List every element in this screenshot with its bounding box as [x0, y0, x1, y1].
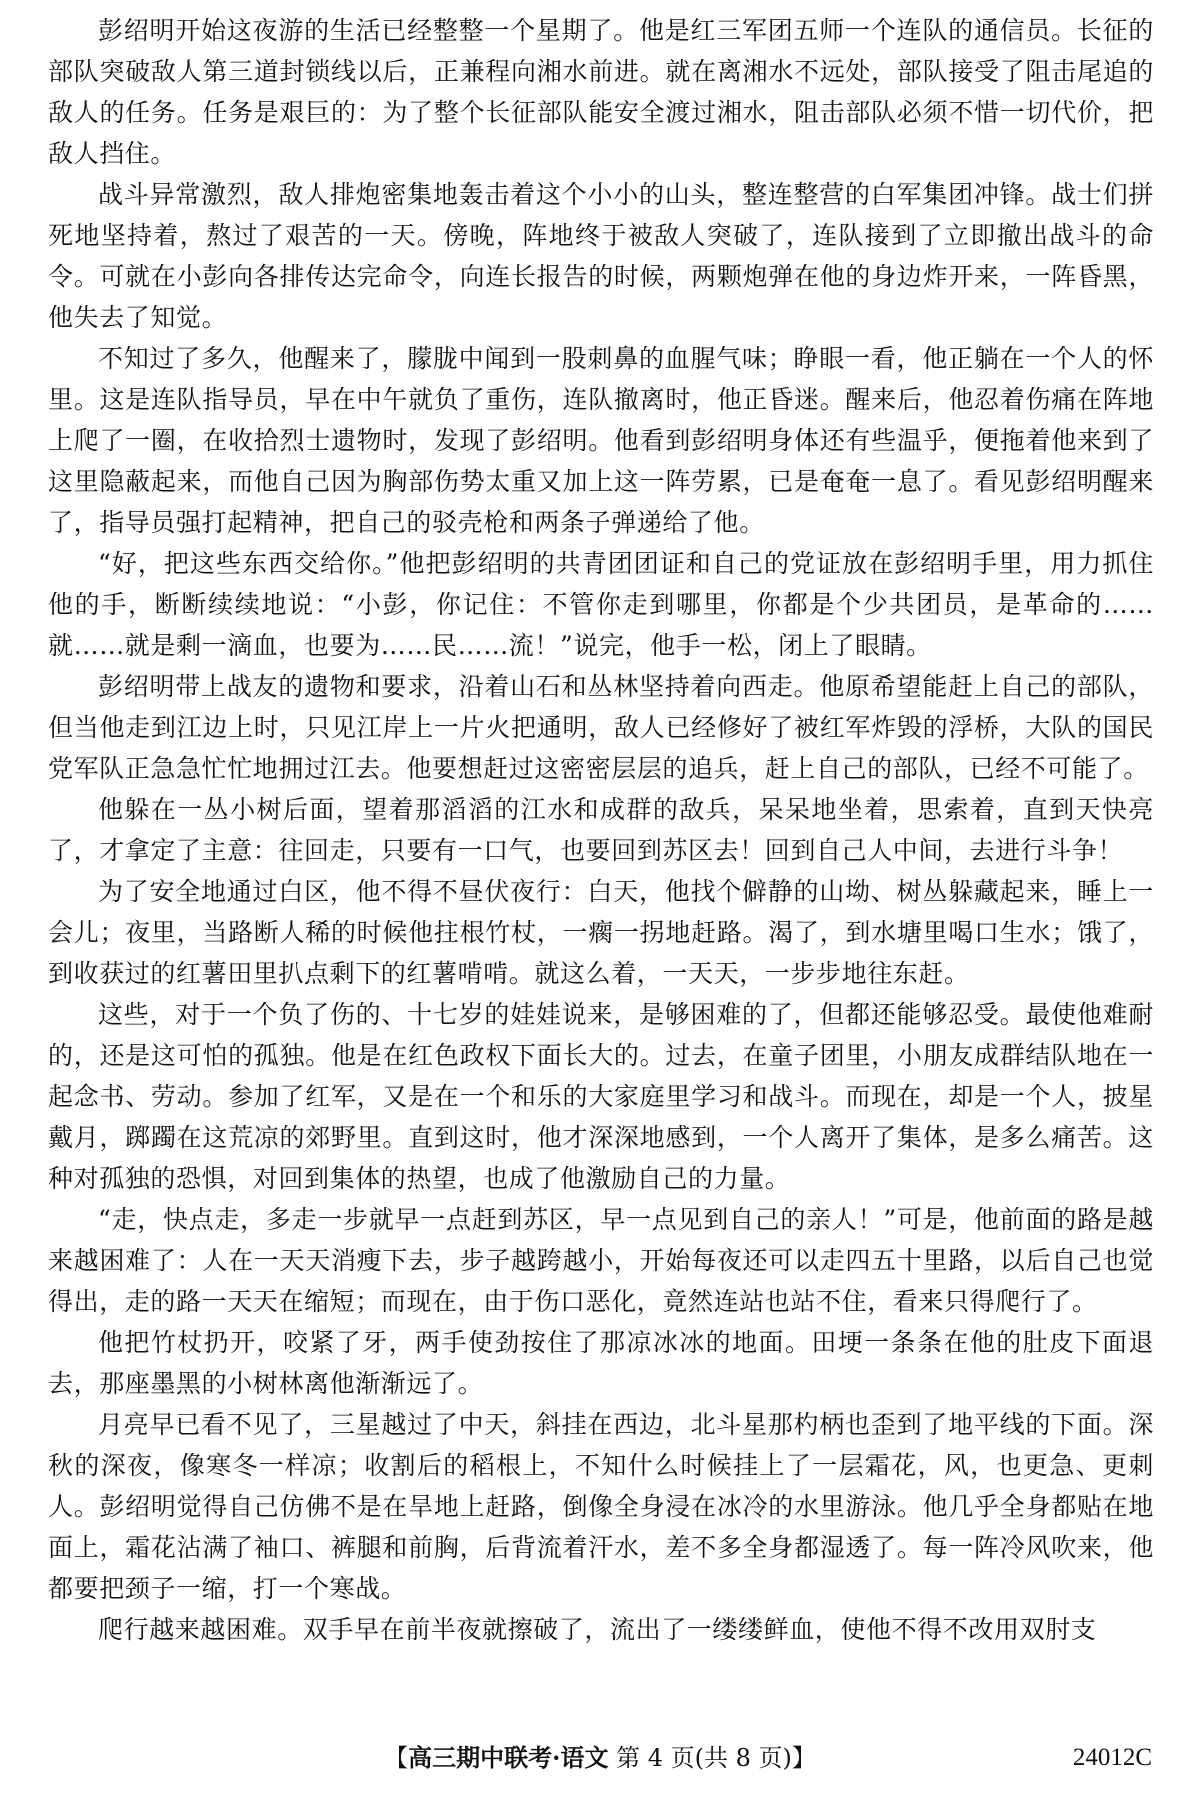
paragraph-1: 彭绍明开始这夜游的生活已经整整一个星期了。他是红三军团五师一个连队的通信员。长征的部队突破敌人第三道封锁线以后，正兼程向湘水前进。就在离湘水不远处，部队接受了阻击尾追的敌人的任务。任务是艰巨的：为了整个长征部队能安全渡过湘水，阻击部队必须不惜一切代价，把敌人挡住。 — [48, 16, 1154, 168]
paragraph-11: 月亮早已看不见了，三星越过了中天，斜挂在西边，北斗星那杓柄也歪到了地平线的下面。深秋的深夜，像寒冬一样凉；收割后的稻根上，不知什么时候挂上了一层霜花，风，也更急、更刺人。彭绍明觉得自己仿佛不是在旱地上赶路，倒像全身浸在冰冷的水里游泳。他几乎全身都贴在地面上，霜花沾满了袖口、裤腿和前胸，后背流着汗水，差不多全身都湿透了。每一阵冷风吹来，他都要把颈子一缩，打一个寒战。 — [48, 1410, 1154, 1603]
article-body — [48, 10, 1154, 1650]
paragraph-12: 爬行越来越困难。双手早在前半夜就擦破了，流出了一缕缕鲜血，使他不得不改用双肘支 — [98, 1615, 1097, 1644]
footer-bracket-close: 】 — [791, 1744, 816, 1772]
paragraph-10: 他把竹杖扔开，咬紧了牙，两手使劲按住了那凉冰冰的地面。田埂一条条在他的肚皮下面退去，那座墨黑的小树林离他渐渐远了。 — [48, 1328, 1154, 1398]
footer-dot: · — [552, 1743, 561, 1772]
footer-exam-code: 24012C — [1072, 1744, 1152, 1771]
footer-subject: 语文 — [560, 1743, 609, 1772]
paragraph-2: 战斗异常激烈，敌人排炮密集地轰击着这个小小的山头，整连整营的白军集团冲锋。战士们拼死地坚持着，熬过了艰苦的一天。傍晚，阵地终于被敌人突破了，连队接到了立即撤出战斗的命令。可就在小彭向各排传达完命令，向连长报告的时候，两颗炮弹在他的身边炸开来，一阵昏黑，他失去了知觉。 — [48, 180, 1154, 332]
paragraph-7: 为了安全地通过白区，他不得不昼伏夜行：白天，他找个僻静的山坳、树丛躲藏起来，睡上一会儿；夜里，当路断人稀的时候他拄根竹杖，一瘸一拐地赶路。渴了，到水塘里喝口生水；饿了，到收获过的红薯田里扒点剩下的红薯啃啃。就这么着，一天天，一步步地往东赶。 — [48, 877, 1154, 988]
paragraph-6: 他躲在一丛小树后面，望着那滔滔的江水和成群的敌兵，呆呆地坐着，思索着，直到天快亮了，才拿定了主意：往回走，只要有一口气，也要回到苏区去！回到自己人中间，去进行斗争！ — [48, 795, 1154, 865]
footer-page-info: 第 4 页(共 8 页) — [616, 1744, 792, 1772]
paragraph-3: 不知过了多久，他醒来了，朦胧中闻到一股刺鼻的血腥气味；睁眼一看，他正躺在一个人的怀里。这是连队指导员，早在中午就负了重伤，连队撤离时，他正昏迷。醒来后，他忍着伤痛在阵地上爬了一圈，在收拾烈士遗物时，发现了彭绍明。他看到彭绍明身体还有些温乎，便拖着他来到了这里隐蔽起来，而他自己因为胸部伤势太重又加上这一阵劳累，已是奄奄一息了。看见彭绍明醒来了，指导员强打起精神，把自己的驳壳枪和两条子弹递给了他。 — [48, 344, 1154, 537]
paragraph-8: 这些，对于一个负了伤的、十七岁的娃娃说来，是够困难的了，但都还能够忍受。最使他难耐的，还是这可怕的孤独。他是在红色政权下面长大的。过去，在童子团里，小朋友成群结队地在一起念书、劳动。参加了红军，又是在一个和乐的大家庭里学习和战斗。而现在，却是一个人，披星戴月，踯躅在这荒凉的郊野里。直到这时，他才深深地感到，一个人离开了集体，是多么痛苦。这种对孤独的恐惧，对回到集体的热望，也成了他激励自己的力量。 — [48, 1000, 1154, 1193]
footer-exam-name: 高三期中联考 — [408, 1743, 553, 1772]
footer-exam-info — [0, 1738, 1200, 1778]
paragraph-4: “好，把这些东西交给你。”他把彭绍明的共青团团证和自己的党证放在彭绍明手里，用力抓住他的手，断断续续地说：“小彭，你记住：不管你走到哪里，你都是个少共团员，是革命的……就……就是剩一滴血，也要为……民……流！”说完，他手一松，闭上了眼睛。 — [48, 549, 1154, 660]
page-footer — [0, 1738, 1200, 1778]
footer-bracket-open: 【 — [384, 1744, 409, 1772]
paragraph-9: “走，快点走，多走一步就早一点赶到苏区，早一点见到自己的亲人！”可是，他前面的路是越来越困难了：人在一天天消瘦下去，步子越跨越小，开始每夜还可以走四五十里路，以后自己也觉得出，走的路一天天在缩短；而现在，由于伤口恶化，竟然连站也站不住，看来只得爬行了。 — [48, 1205, 1154, 1316]
paragraph-5: 彭绍明带上战友的遗物和要求，沿着山石和丛林坚持着向西走。他原希望能赶上自己的部队，但当他走到江边上时，只见江岸上一片火把通明，敌人已经修好了被红军炸毁的浮桥，大队的国民党军队正急急忙忙地拥过江去。他要想赶过这密密层层的追兵，赶上自己的部队，已经不可能了。 — [48, 672, 1154, 783]
